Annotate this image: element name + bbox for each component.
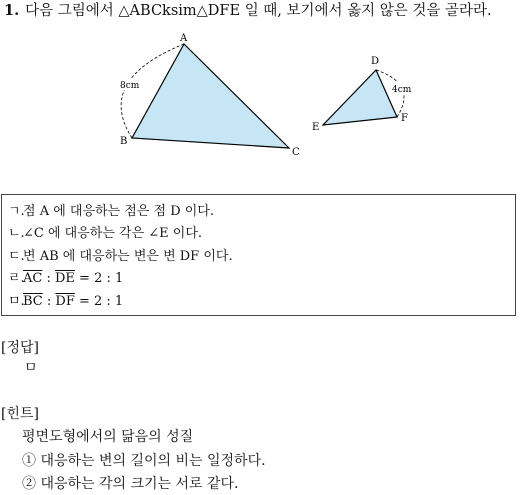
choice-item: ㄴ.∠C 에 대응하는 각은 ∠E 이다. xyxy=(8,226,203,242)
triangle-figure xyxy=(0,0,530,190)
answer-value: ㅁ xyxy=(24,360,38,376)
vertex-b: B xyxy=(120,136,128,147)
hint-heading: [힌트] xyxy=(1,406,39,422)
vertex-f: F xyxy=(401,113,408,124)
triangle-abc xyxy=(132,44,289,148)
df-length-label: 4cm xyxy=(392,85,412,95)
choice-item: ㅁ$.\overline{BC}$ : $\overline{DF} = 2$ : 1 xyxy=(8,293,124,309)
triangle-dfe xyxy=(323,70,397,125)
choices-box xyxy=(1,194,516,316)
choice-item: ㄱ.점 A 에 대응하는 점은 점 D 이다. xyxy=(8,204,215,219)
segment-df: $\overline{DF}$ xyxy=(55,293,75,309)
segment-bc: $\overline{BC}$ xyxy=(23,293,43,309)
hint-item: ② 대응하는 각의 크기는 서로 같다. xyxy=(22,476,239,492)
vertex-a: A xyxy=(180,33,188,44)
segment-de: $\overline{DE}$ xyxy=(55,271,75,287)
choice-item: ㄹ$.\overline{AC}$ : $\overline{DE} = 2$ : 1 xyxy=(8,271,124,287)
ab-length-label: 8cm xyxy=(120,81,140,91)
hint-item: ① 대응하는 변의 길이의 비는 일정하다. xyxy=(22,453,266,469)
answer-heading: [정답] xyxy=(1,340,39,356)
question-number: 1. xyxy=(4,2,20,19)
vertex-d: D xyxy=(371,56,380,67)
hint-title: 평면도형에서의 닮음의 성질 xyxy=(22,429,194,445)
question-text: 다음 그림에서 △ABCksim△DFE 일 때, 보기에서 옳지 않은 것을 골라라. xyxy=(25,3,492,19)
choice-item: ㄷ.변 AB 에 대응하는 변은 변 DF 이다. xyxy=(8,248,233,264)
segment-ac: $\overline{AC}$ xyxy=(23,271,43,287)
vertex-c: C xyxy=(292,147,300,158)
vertex-e: E xyxy=(312,122,320,133)
